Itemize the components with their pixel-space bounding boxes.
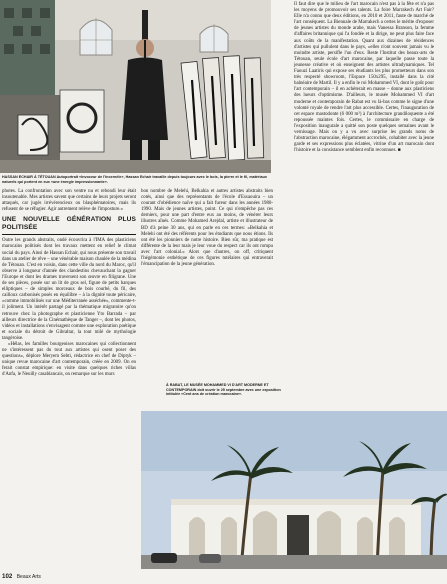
top-photo-caption	[2, 175, 270, 184]
top-caption-rest: la pierre et le fil, matériaux naturels qui portent en eux «une énergie impressionnante».	[2, 175, 267, 184]
museum-illustration	[141, 411, 447, 569]
bottom-caption-lead: À RABAT, LE MUSÉE MOHAMMED VI D'ART MODERNE	[166, 383, 263, 387]
col2-paragraph-1: bon nombre de Melehi, Belkahia et autres artistes abstraits bien cotés, ainsi que des représentants de l'école d'Essaouira – un courant d'obédience naïve qui a fait fureur dans les années 1980-1990. Mais de jeunes artistes, point. Ce qui n'empêche pas ces derniers, pour une part d'entre eux au moins, de vénérer leurs illustres aînés. Comme Mohamed Arejdal, artiste et illustrateur de BD d'à peine 30 ans, qui en parle en ces termes: «Belkahia et Melehi ont été des référents pour les étudiants que nous étions. Ils ont été les pionniers de notre histoire. Bien sûr, ma pratique est différente de la leur mais je leur voue du respect car ils ont rompu avec l'art colonial.» Alors que d'autres, on off, critiquent l'hégémonie esthétique de ces figures tutélaires qui entraverait l'émancipation de la jeune génération.	[141, 189, 273, 268]
col3-text: Il faut dire que le milieu de l'art marocain n'est pas à la fête et n'a pas les moyens de promouvoir ses talents. La foire Marrakech Art Fair? Elle n'a connu que deux éditions, en 2010 et 2011, faute de marché de l'art conséquent. La Biennale de Marrakech a certes le mérite d'exposer de jeunes artistes du monde arabe, mais Vanessa Branson, la femme d'affaires britannique qui l'a fondée et la dirige, ne peut plus faire face aux coûts de la manifestation. Quant aux dizaines de résidences d'artistes qui pullulent dans le pays, «elles n'ont souvent jamais vu le moindre artiste, persifle l'un d'eux. Reste l'Institut des beaux-arts de Tétouan, seule école d'art marocaine, par laquelle passe toute la jeunesse créative et où enseignent des artistes ultradynamiques. Tel Faouzi Laatiris qui expose ses étudiants les plus prometteurs dans son très respecté showroom, l'Espace 150x295, installé dans la cité balnéaire de Martil. Il y a enfin le roi Mohammed VI, dont le goût pour l'art contemporain – il en achèterait en masse – donne aux plasticiens des lueurs d'optimisme. D'ailleurs, le musée Mohammed VI d'art moderne et contemporain de Rabat est vu là-bas comme le signe d'une volonté royale de rendre l'art plus accessible. Certes, l'inauguration de cet espace mastodonte (6 000 m²) à l'architecture grandiloquente a été repoussée maintes fois. Certes, le commissaire en charge de l'exposition inaugurale a quitté son poste quelques semaines avant le vernissage. Mais on y a vu avec surprise les grands noms de l'abstraction marocaine, élégamment accrochés, cohabiter avec la jeune garde et ses expressions plus éclatées, vitrine d'un art marocain dont l'histoire et la consistance semblent enfin reconnues.	[294, 2, 434, 154]
bottom-caption-mid: ET CONTEMPORAIN doit ouvrir le 25 septembre avec une	[166, 383, 269, 392]
col3-paragraph-1	[294, 2, 434, 154]
artist-studio-photo	[0, 0, 271, 173]
bottom-photo-caption	[166, 383, 294, 397]
magazine-name: Beaux Arts	[16, 574, 41, 580]
artist-studio-illustration	[0, 0, 271, 173]
col1-paragraph-1: Outre les grands abstraits, ondé écouvrira à l'IMA des plasticiens marocains politisés dont les travaux mettent en relief le climat social du pays. Ainsi de Hassan Echair, qui nous présente son travail dans un atelier de rêve – une vénérable maison chaulée de la médina de Tétouan. C'est en voisin, dans cette ville du nord du Maroc, qu'il observe à longueur d'année des clandestins chevauchant la gagner l'Europe et dont les drames traversent son œuvre en filigrane. Une de ses pièces, posée sur un lit de gros sel, figure de petits barques elliptiques – de simples morceaux de bois courbé, du fil, des cailloux carbonisés posés en équilibre – à la dignité toute péricaire, «comme immobilisés sur une Méditerranée asséchée», commente-t-il joliment. Un intérêt partagé par la thématique migratoire qu'on retrouve chez la photographe et plasticienne Yto Barrada – par ailleurs directrice de la Cinémathèque de Tanger –, dont les photos, vidéos et installations s'envisagent comme une exploration poétique et sociale du détroit de Gibraltar, la tout milé de mythologie tangéroise.	[2, 238, 136, 341]
end-mark: ■	[397, 148, 401, 154]
page-footer	[2, 573, 41, 580]
col1-paragraph-2: «Hélas, les familles bourgeoises marocaines qui collectionnent ne s'intéressent pas du tout aux artistes qui osent poser des questions», déplore Meryem Sebti, rédactrice en chef de Diptyk – unique revue marocaine d'art contemporain, créée en 2009. On en ferait constat empirique: en visite dans quelques riches villas d'Anfa, le Neuilly casablancais, on remarque sur les murs	[2, 341, 136, 378]
museum-photo	[141, 411, 447, 569]
section-divider	[2, 234, 136, 235]
col1-intro-paragraph: photes. La confrontation avec son ventre nu et rebondi leur était insoutenable. Mes artistes savent que certains de leurs projets seront attaqués, car jugés irrévérencieux ou blasphématoires, mais ils refusent de se réfugier. Agir autrement relève de l'imposture.»	[2, 189, 136, 213]
bottom-caption-rest: exposition intitulée «Cent ans de création marocaine».	[166, 387, 281, 397]
top-caption-lead: HASSAN ECHAIR À TÉTOUAN Autoportrait «Invoceur de l'Incernéle», Hassan Echair travaille depuis toujours avec le bois,	[2, 175, 219, 179]
article-column-1	[2, 189, 136, 379]
article-column-3	[294, 2, 434, 154]
page-number: 102	[2, 573, 13, 580]
section-heading: UNE NOUVELLE GÉNÉRATION PLUS POLITISÉE	[2, 216, 136, 232]
article-column-2	[141, 189, 273, 268]
